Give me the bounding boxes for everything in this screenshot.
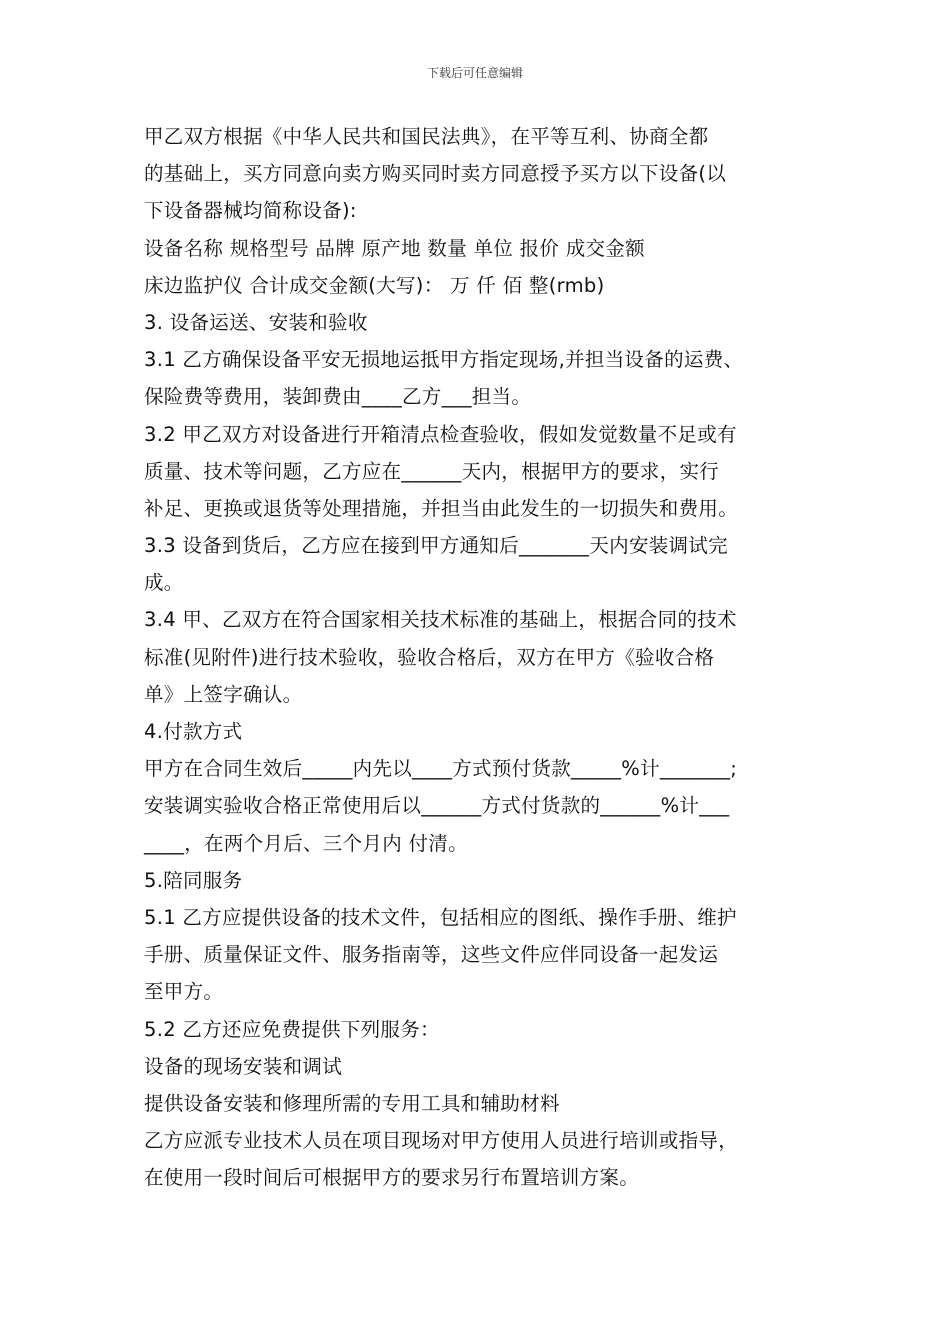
text-line: 标准(见附件)进行技术验收，验收合格后，双方在甲方《验收合格: [144, 645, 715, 669]
text-line: 保险费等费用，装卸费由____乙方___担当。: [144, 385, 532, 409]
text-line: 的基础上，买方同意向卖方购买同时卖方同意授予买方以下设备(以: [144, 162, 727, 186]
text-line: 甲方在合同生效后_____内先以____方式预付货款_____%计_______;: [144, 757, 738, 781]
text-line: 甲乙双方根据《中华人民共和国民法典》，在平等互利、协商全都: [144, 125, 709, 148]
text-line: 3.2 甲乙双方对设备进行开箱清点检查验收，假如发觉数量不足或有: [144, 422, 737, 446]
page-header: 下载后可任意编辑: [426, 66, 523, 80]
text-line: 设备名称 规格型号 品牌 原产地 数量 单位 报价 成交金额: [144, 236, 645, 260]
text-line: ____，在两个月后、三个月内 付清。: [144, 831, 468, 855]
section-heading: 5.陪同服务: [144, 868, 243, 892]
text-line: 安装调实验收合格正常使用后以______方式付货款的______%计___: [144, 794, 730, 818]
text-line: 3.1 乙方确保设备平安无损地运抵甲方指定现场,并担当设备的运费、: [144, 348, 744, 372]
text-line: 补足、更换或退货等处理措施，并担当由此发生的一切损失和费用。: [144, 496, 739, 520]
text-line: 床边监护仪 合计成交金额(大写)： 万 仟 佰 整(rmb): [144, 273, 605, 297]
text-line: 至甲方。: [144, 980, 224, 1004]
text-line: 5.2 乙方还应免费提供下列服务：: [144, 1017, 440, 1041]
text-line: 3.4 甲、乙双方在符合国家相关技术标准的基础上，根据合同的技术: [144, 608, 737, 632]
document-body: [144, 118, 834, 1196]
text-line: 手册、质量保证文件、服务指南等，这些文件应伴同设备一起发运: [144, 943, 719, 967]
text-line: 设备的现场安装和调试: [144, 1054, 343, 1078]
text-line: 提供设备安装和修理所需的专用工具和辅助材料: [144, 1091, 560, 1115]
text-line: 5.1 乙方应提供设备的技术文件，包括相应的图纸、操作手册、维护: [144, 905, 737, 929]
text-line: 乙方应派专业技术人员在项目现场对甲方使用人员进行培训或指导，: [144, 1129, 739, 1153]
text-line: 质量、技术等问题，乙方应在______天内，根据甲方的要求，实行: [144, 459, 720, 483]
text-line: 单》上签字确认。: [144, 682, 303, 706]
text-line: 成。: [144, 571, 184, 595]
text-line: 下设备器械均简称设备):: [144, 199, 357, 223]
text-line: 在使用一段时间后可根据甲方的要求另行布置培训方案。: [144, 1166, 640, 1190]
section-heading: 3. 设备运送、安装和验收: [144, 310, 368, 334]
text-line: 3.3 设备到货后，乙方应在接到甲方通知后_______天内安装调试完: [144, 534, 728, 558]
section-heading: 4.付款方式: [144, 720, 243, 743]
